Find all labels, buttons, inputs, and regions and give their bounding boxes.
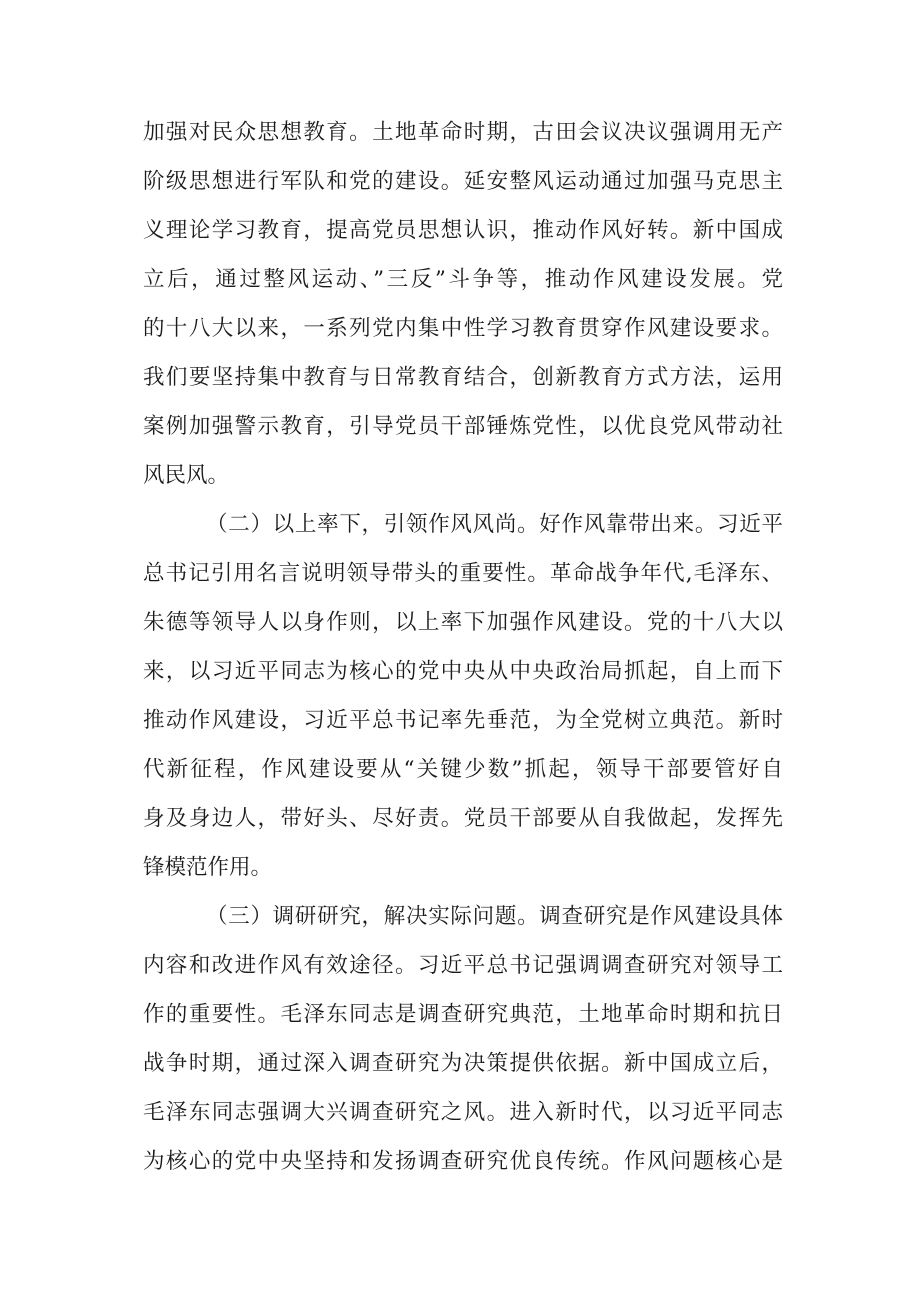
text-line: 为核心的党中央坚持和发扬调查研究优良传统。作风问题核心是 xyxy=(143,1149,783,1174)
text-line: 立后，通过整风运动、”三反”斗争等，推动作风建设发展。党 xyxy=(143,267,783,292)
text-line: 毛泽东同志强调大兴调查研究之风。进入新时代，以习近平同志 xyxy=(143,1100,783,1125)
text-line: 战争时期，通过深入调查研究为决策提供依据。新中国成立后， xyxy=(143,1051,783,1076)
text-line: 风民风。 xyxy=(143,463,230,488)
paragraph-first-line: （二）以上率下，引领作风风尚。好作风靠带出来。习近平 xyxy=(206,512,783,537)
text-line: 代新征程，作风建设要从“关键少数”抓起，领导干部要管好自 xyxy=(143,757,783,782)
text-line: 加强对民众思想教育。土地革命时期，古田会议决议强调用无产 xyxy=(143,120,783,145)
text-line: 锋模范作用。 xyxy=(143,855,273,880)
text-line: 身及身边人，带好头、尽好责。党员干部要从自我做起，发挥先 xyxy=(143,806,783,831)
text-line: 的十八大以来，一系列党内集中性学习教育贯穿作风建设要求。 xyxy=(143,316,783,341)
text-line: 义理论学习教育，提高党员思想认识，推动作风好转。新中国成 xyxy=(143,218,783,243)
text-line: 我们要坚持集中教育与日常教育结合，创新教育方式方法，运用 xyxy=(143,365,783,390)
text-line: 朱德等领导人以身作则，以上率下加强作风建设。党的十八大以 xyxy=(143,610,783,635)
text-line: 作的重要性。毛泽东同志是调查研究典范，土地革命时期和抗日 xyxy=(143,1002,783,1027)
text-line: 总书记引用名言说明领导带头的重要性。革命战争年代,毛泽东、 xyxy=(143,561,783,586)
text-line: 案例加强警示教育，引导党员干部锤炼党性，以优良党风带动社 xyxy=(143,414,783,439)
text-line: 推动作风建设，习近平总书记率先垂范，为全党树立典范。新时 xyxy=(143,708,783,733)
text-line: 内容和改进作风有效途径。习近平总书记强调调查研究对领导工 xyxy=(143,953,783,978)
body-text xyxy=(143,108,783,1186)
text-line: 阶级思想进行军队和党的建设。延安整风运动通过加强马克思主 xyxy=(143,169,783,194)
text-line: 来，以习近平同志为核心的党中央从中央政治局抓起，自上而下 xyxy=(143,659,783,684)
paragraph-first-line: （三）调研研究，解决实际问题。调查研究是作风建设具体 xyxy=(206,904,783,929)
